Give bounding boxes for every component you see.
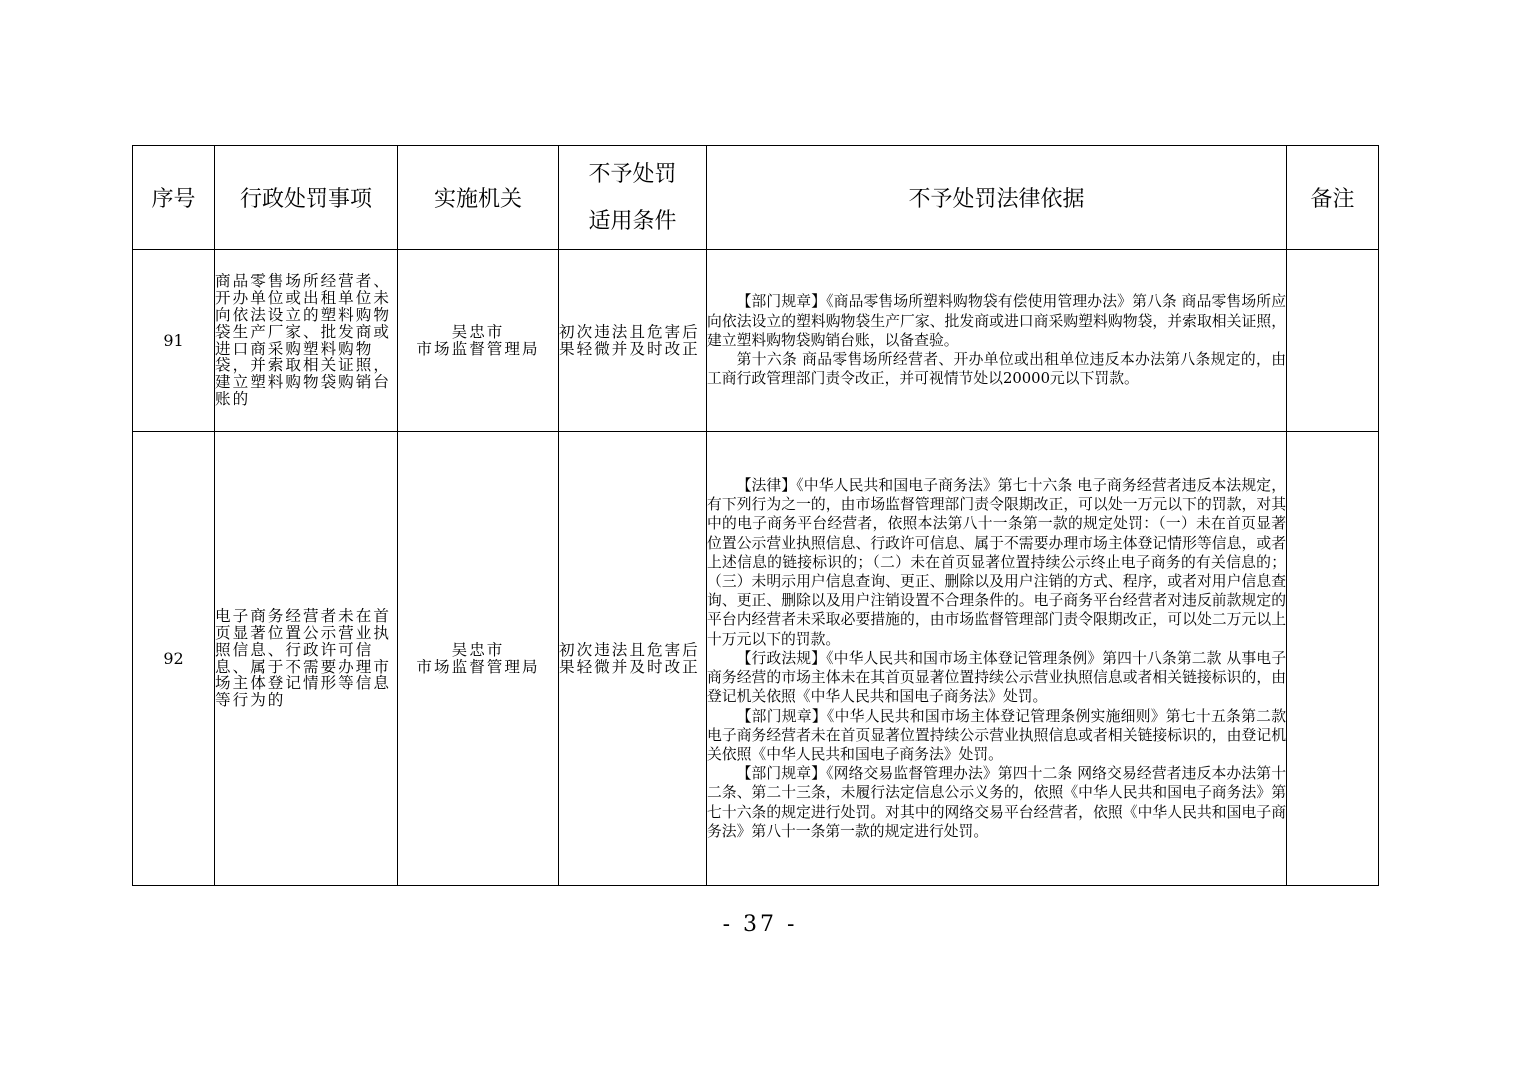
header-item: 行政处罚事项 (215, 146, 398, 250)
header-condition-line1: 不予处罚 (588, 161, 677, 187)
row-org (398, 250, 559, 432)
table-row (133, 432, 1379, 886)
row-note (1287, 432, 1379, 886)
row-basis (707, 432, 1287, 886)
basis-paragraph: 【行政法规】《中华人民共和国市场主体登记管理条例》第四十八条第二款 从事电子商务经营的市场主体未在其首页显著位置持续公示营业执照信息或者相关链接标识的，由登记机关依照《中华人民共和国电子商务法》处罚。 (707, 649, 1286, 706)
header-seq: 序号 (133, 146, 215, 250)
row-note (1287, 250, 1379, 432)
row-org-line1: 吴忠市 (451, 322, 505, 341)
basis-paragraph: 【法律】《中华人民共和国电子商务法》第七十六条 电子商务经营者违反本法规定，有下列行为之一的，由市场监督管理部门责令限期改正，可以处一万元以下的罚款，对其中的电子商务平台经营者，依照本法第八十一条第一款的规定处罚：（一）未在首页显著位置公示营业执照信息、行政许可信息、属于不需要办理市场主体登记情形等信息，或者上述信息的链接标识的；（二）未在首页显著位置持续公示终止电子商务的有关信息的；（三）未明示用户信息查询、更正、删除以及用户注销的方式、程序，或者对用户信息查询、更正、删除以及用户注销设置不合理条件的。电子商务平台经营者对违反前款规定的平台内经营者未采取必要措施的，由市场监督管理部门责令限期改正，可以处二万元以上十万元以下的罚款。 (707, 477, 1286, 648)
basis-paragraph: 【部门规章】《中华人民共和国市场主体登记管理条例实施细则》第七十五条第二款 电子商务经营者未在首页显著位置持续公示营业执照信息或者相关链接标识的，由登记机关依照《中华人民共和国电子商务法》处罚。 (707, 707, 1286, 763)
row-org-line2: 市场监督管理局 (416, 657, 540, 676)
header-condition-line2: 适用条件 (588, 208, 677, 234)
row-condition: 初次违法且危害后果轻微并及时改正 (559, 432, 707, 886)
penalty-table (132, 145, 1379, 886)
row-item: 商品零售场所经营者、开办单位或出租单位未向依法设立的塑料购物袋生产厂家、批发商或进口商采购塑料购物袋，并索取相关证照，建立塑料购物袋购销台账的 (215, 250, 398, 432)
row-item: 电子商务经营者未在首页显著位置公示营业执照信息、行政许可信息、属于不需要办理市场主体登记情形等信息等行为的 (215, 432, 398, 886)
row-number: 91 (133, 250, 215, 432)
row-org-line2: 市场监督管理局 (416, 339, 540, 358)
header-row (133, 146, 1379, 250)
row-basis (707, 250, 1287, 432)
basis-paragraph: 第十六条 商品零售场所经营者、开办单位或出租单位违反本办法第八条规定的，由工商行政管理部门责令改正，并可视情节处以20000元以下罚款。 (707, 351, 1286, 388)
table-row (133, 250, 1379, 432)
header-note: 备注 (1287, 146, 1379, 250)
row-condition: 初次违法且危害后果轻微并及时改正 (559, 250, 707, 432)
page-number: - 37 - (722, 912, 798, 937)
basis-paragraph: 【部门规章】《网络交易监督管理办法》第四十二条 网络交易经营者违反本办法第十二条、第二十三条，未履行法定信息公示义务的，依照《中华人民共和国电子商务法》第七十六条的规定进行处罚。对其中的网络交易平台经营者，依照《中华人民共和国电子商务法》第八十一条第一款的规定进行处罚。 (707, 765, 1286, 840)
header-condition (559, 146, 707, 250)
header-org: 实施机关 (398, 146, 559, 250)
row-number: 92 (133, 432, 215, 886)
header-basis: 不予处罚法律依据 (707, 146, 1287, 250)
basis-paragraph: 【部门规章】《商品零售场所塑料购物袋有偿使用管理办法》第八条 商品零售场所应向依法设立的塑料购物袋生产厂家、批发商或进口商采购塑料购物袋，并索取相关证照，建立塑料购物袋购销台账，以备查验。 (707, 293, 1286, 349)
row-org-line1: 吴忠市 (451, 640, 505, 659)
row-org (398, 432, 559, 886)
